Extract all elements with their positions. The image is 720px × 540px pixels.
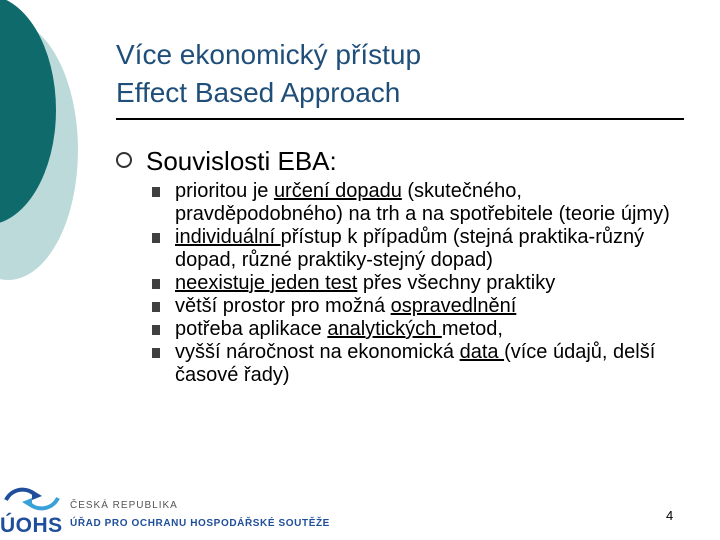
square-bullet-icon [152,325,160,335]
square-bullet-icon [152,279,160,289]
list-item [152,318,672,341]
item-text: přes všechny praktiky [357,272,556,294]
item-text: přístup k případům (stejná praktika-různý dopad, různé praktiky-stejný dopad) [175,226,645,271]
slide-title [116,36,676,112]
item-underlined-text: neexistuje jeden test [175,272,358,294]
square-bullet-icon [152,233,160,243]
item-text: (skutečného, pravděpodobného) na trh a na spotřebitele (teorie újmy) [175,180,670,225]
item-text: prioritou je [175,180,274,202]
square-bullet-icon [152,187,160,197]
title-line-1: Více ekonomický přístup [116,39,422,70]
uohs-logo [0,480,340,540]
square-bullet-icon [152,302,160,312]
decorative-circles [0,0,120,300]
heading-text: Souvislosti EBA: [146,146,337,176]
list-item [152,226,672,272]
logo-office-name: ÚŘAD PRO OCHRANU HOSPODÁŘSKÉ SOUTĚŽE [70,518,330,529]
item-text: metod, [441,318,503,340]
page-number: 4 [666,508,674,523]
bullet-list [152,180,672,387]
item-underlined-text: analytických [327,318,442,340]
square-bullet-icon [152,348,160,358]
title-line-2: Effect Based Approach [116,77,401,108]
logo-abbreviation: ÚOHS [0,514,63,537]
hollow-circle-bullet-icon [116,152,132,168]
item-underlined-text: individuální [175,226,281,248]
title-divider [116,118,684,120]
item-text: potřeba aplikace [175,318,328,340]
section-heading [116,146,337,176]
list-item [152,341,672,387]
item-underlined-text: data [459,341,505,363]
item-text: vyšší náročnost na ekonomická [175,341,460,363]
item-underlined-text: ospravedlnění [390,295,517,317]
item-text: větší prostor pro možná [175,295,391,317]
item-underlined-text: určení dopadu [273,180,402,202]
list-item [152,272,672,295]
item-text: (více údajů, delší časové řady) [175,341,656,386]
arrows-logo-icon [2,484,62,514]
list-item [152,180,672,226]
logo-country: ČESKÁ REPUBLIKA [70,500,178,511]
list-item [152,295,672,318]
